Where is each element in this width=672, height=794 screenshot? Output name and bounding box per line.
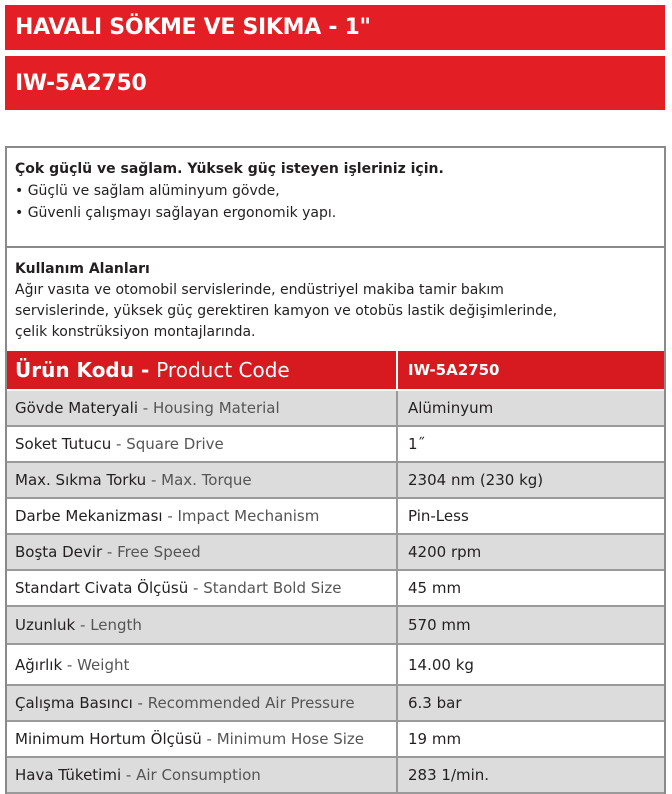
spec-value: 45 mm [408,579,462,597]
spec-label [7,427,398,461]
spec-label-separator: - [188,579,204,597]
spec-label-en: Impact Mechanism [177,507,320,525]
intro-bullet: • Güçlü ve sağlam alüminyum gövde, [15,183,280,199]
spec-label-separator: - [138,399,153,417]
spec-label [7,391,398,425]
product-title-banner [5,5,665,50]
spec-label [7,499,398,533]
spec-label [7,758,398,792]
usage-line: çelik konstrüksiyon montajlarında. [15,324,256,340]
usage-heading: Kullanım Alanları [15,261,150,277]
spec-label-tr: Boşta Devir [15,543,103,561]
spec-label-en: Length [90,616,142,634]
spec-row [7,571,664,607]
spec-label-tr: Standart Civata Ölçüsü [15,579,189,597]
spec-label-tr: Ağırlık [15,655,63,674]
spec-value: 1˝ [408,435,426,453]
intro-lead: Çok güçlü ve sağlam. Yüksek güç isteyen işleriniz için. [15,161,444,177]
spec-label [7,686,398,720]
spec-row [7,391,664,427]
spec-label-separator: - [75,616,91,634]
spec-header-row [7,351,664,391]
spec-label-tr: Gövde Materyali [15,399,139,417]
spec-label-tr: Çalışma Basıncı [15,694,133,712]
spec-label-separator: - [162,507,178,525]
spec-label-tr: Minimum Hortum Ölçüsü [15,730,202,748]
spec-label [7,463,398,497]
spec-label-en: Recommended Air Pressure [147,694,355,712]
model-code-banner [5,56,665,110]
spec-value: 2304 nm (230 kg) [408,471,544,489]
spec-label-tr: Uzunluk [15,616,76,634]
spec-header-label-en: Product Code [156,358,290,382]
usage-line: Ağır vasıta ve otomobil servislerinde, endüstriyel makiba tamir bakım [15,282,504,298]
spec-label-en: Air Consumption [136,766,261,784]
spec-label [7,535,398,569]
spec-value: Alüminyum [408,399,494,417]
spec-row [7,607,664,645]
spec-label-separator: - [121,766,137,784]
spec-label-en: Max. Torque [161,471,252,489]
spec-row [7,427,664,463]
spec-value: 283 1/min. [408,766,490,784]
spec-row [7,722,664,758]
spec-label-en: Minimum Hose Size [216,730,365,748]
spec-label-separator: - [62,655,78,674]
spec-value: 570 mm [408,616,471,634]
usage-line: servislerinde, yüksek güç gerektiren kamyon ve otobüs lastik değişimlerinde, [15,303,558,319]
spec-label-separator: - [102,543,118,561]
spec-label-separator: - [111,435,127,453]
model-code: IW-5A2750 [15,70,147,96]
spec-row [7,645,664,686]
spec-row [7,535,664,571]
spec-label-en: Housing Material [152,399,280,417]
spec-label-en: Square Drive [126,435,224,453]
spec-value: 6.3 bar [408,694,462,712]
spec-row [7,463,664,499]
spec-row [7,758,664,794]
spec-label-separator: - [201,730,217,748]
spec-label-tr: Max. Sıkma Torku [15,471,147,489]
spec-label-en: Standart Bold Size [203,579,342,597]
spec-value: 14.00 kg [408,655,474,674]
spec-label [7,571,398,605]
spec-label [7,722,398,756]
spec-header-value: IW-5A2750 [408,361,500,379]
product-title: HAVALI SÖKME VE SIKMA - 1" [15,15,371,40]
spec-header-separator: - [133,358,157,382]
usage-section [7,250,664,351]
spec-label-en: Weight [77,655,130,674]
spec-value: 4200 rpm [408,543,482,561]
spec-label-tr: Darbe Mekanizması [15,507,163,525]
spec-value: Pin-Less [408,507,469,525]
intro-bullet: • Güvenli çalışmayı sağlayan ergonomik yapı. [15,205,337,221]
spec-label-tr: Soket Tutucu [15,435,112,453]
spec-label-separator: - [146,471,162,489]
spec-row [7,499,664,535]
intro-section [7,148,664,248]
spec-header-label-tr: Ürün Kodu [15,358,134,382]
spec-label [7,645,398,684]
spec-table [7,351,664,794]
spec-row [7,686,664,722]
spec-label-tr: Hava Tüketimi [15,766,122,784]
product-info-panel [5,146,666,794]
spec-label-separator: - [132,694,148,712]
spec-header-label [7,351,398,389]
spec-label-en: Free Speed [117,543,201,561]
spec-value: 19 mm [408,730,462,748]
spec-label [7,607,398,643]
